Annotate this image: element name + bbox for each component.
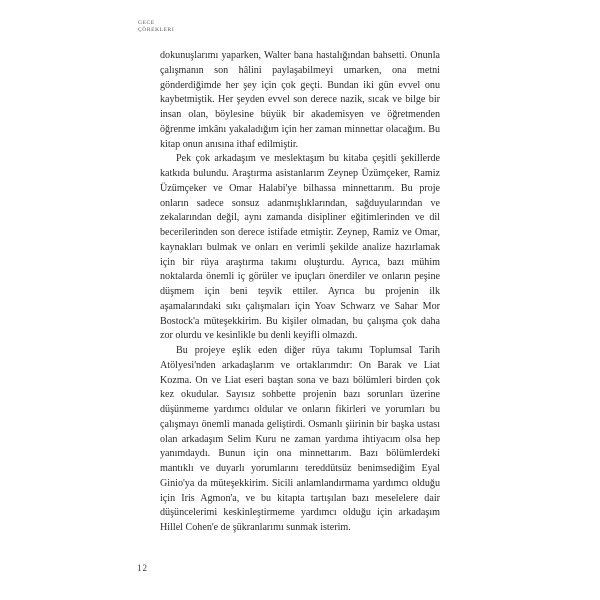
running-head — [138, 20, 174, 34]
body-text — [160, 49, 440, 536]
page-number: 12 — [137, 563, 148, 573]
running-head-line-2: ÇÖREKLERI — [138, 27, 175, 33]
paragraph: Pek çok arkadaşım ve meslektaşım bu kitaba çeşitli şekillerde katkıda bulundu. Araştırma asistanlarım Zeynep Üzümçeker, Ramiz Üzümçeker ve Omar Halabi'ye bilhassa minnettarım. Bu proje onların sadece sonsuz adanmışlıklarından, sağduyularından ve zekalarından değil, aynı zamanda disipliner eğitimlerinden ve dil becerilerinden son derece istifade etmiştir. Zeynep, Ramiz ve Omar, kaynakları bulmak ve onları en verimli şekilde analize hazırlamak için bir rüya araştırma takımı oluşturdu. Ayrıca, bazı mühim noktalarda önemli iç görüler ve ipuçları önerdiler ve onların peşine düşmem için beni teşvik ettiler. Ayrıca bu projenin ilk aşamalarındaki sıkı çalışmaları için Yoav Schwarz ve Sahar Mor Bostock'a müteşekkirim. Bu kişiler olmadan, bu çalışma çok daha zor olurdu ve kesinlikle bu denli keyifli olmazdı. — [160, 153, 440, 342]
paragraph: Bu projeye eşlik eden diğer rüya takımı Toplumsal Tarih Atölyesi'nden arkadaşlarım ve ortaklarımdır: On Barak ve Liat Kozma. On ve Liat eseri baştan sona ve bazı bölümleri birden çok kez okudular. Sayısız sohbette projenin bazı sorunları üzerine düşünmeme yardımcı oldular ve onların fikirleri ve yorumları bu çalışmayı önemli manada geliştirdi. Osmanlı şiirinin bir başka ustası olan arkadaşım Selim Kuru ne zaman yardıma ihtiyacım olsa hep yanımdaydı. Bunun için ona minnettarım. Bazı bölümlerdeki mantıklı ve duyarlı yorumlarını tereddütsüz benimsediğim Eyal Ginio'ya da müteşekkirim. Sicili anlamlandırmama yardımcı olduğu için Iris Agmon'a, ve bu kitapta tartışılan bazı meselelere dair düşüncelerimi keskinleştirmeme yardımcı olduğu için arkadaşım Hillel Cohen'e de şükranlarımı sunmak isterim. — [160, 345, 440, 533]
running-head-line-1: GECE — [138, 20, 155, 26]
paragraph: dokunuşlarımı yaparken, Walter bana hastalığından bahsetti. Onunla çalışmanın son hâlini paylaşabilmeyi umarken, ona metni gönderdiğimde her şey için çok geçti. Bundan iki gün evvel onu kaybetmiştik. Her şeyden evvel son derece nazik, sıcak ve bilge bir insan olan, böylesine büyük bir akademisyen ve öğretmenden öğrenme imkânı yakaladığım için her zaman minnettar olacağım. Bu kitap onun anısına ithaf edilmiştir. — [160, 50, 440, 150]
